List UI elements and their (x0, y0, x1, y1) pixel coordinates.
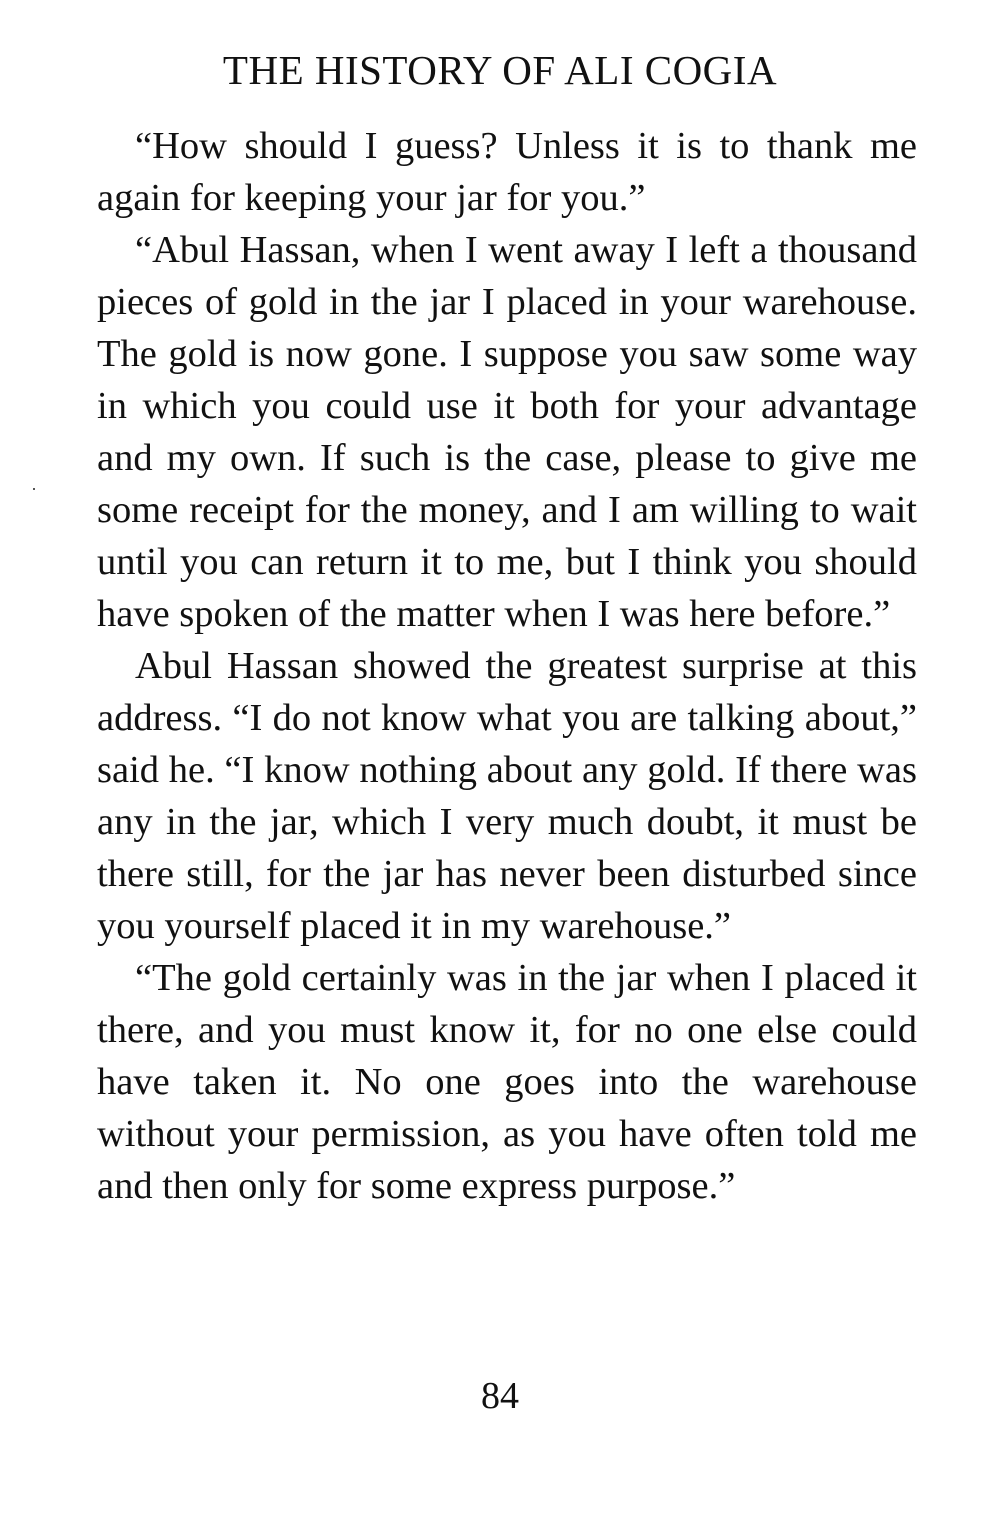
page-number: 84 (481, 1375, 519, 1417)
paragraph-1: “How should I guess? Unless it is to thank me again for keeping your jar for you.” (97, 125, 917, 219)
scan-speck (33, 488, 35, 490)
body-text (97, 120, 917, 1212)
paragraph-4: “The gold certainly was in the jar when I placed it there, and you must know it, for no one else could have taken it. No one goes into the warehouse without your permission, as you have often told me and then only for some express purpose.” (97, 957, 917, 1207)
running-head: THE HISTORY OF ALI COGIA (222, 47, 778, 93)
paragraph-2: “Abul Hassan, when I went away I left a thousand pieces of gold in the jar I placed in your warehouse. The gold is now gone. I suppose you saw some way in which you could use it both for your advantage and my own. If such is the case, please to give me some receipt for the money, and I am willing to wait until you can return it to me, but I think you should have spoken of the matter when I was here before.” (97, 229, 917, 635)
paragraph-3: Abul Hassan showed the greatest surprise at this address. “I do not know what you are talking about,” said he. “I know nothing about any gold. If there was any in the jar, which I very much doubt, it must be there still, for the jar has never been disturbed since you yourself placed it in my warehouse.” (97, 645, 917, 947)
